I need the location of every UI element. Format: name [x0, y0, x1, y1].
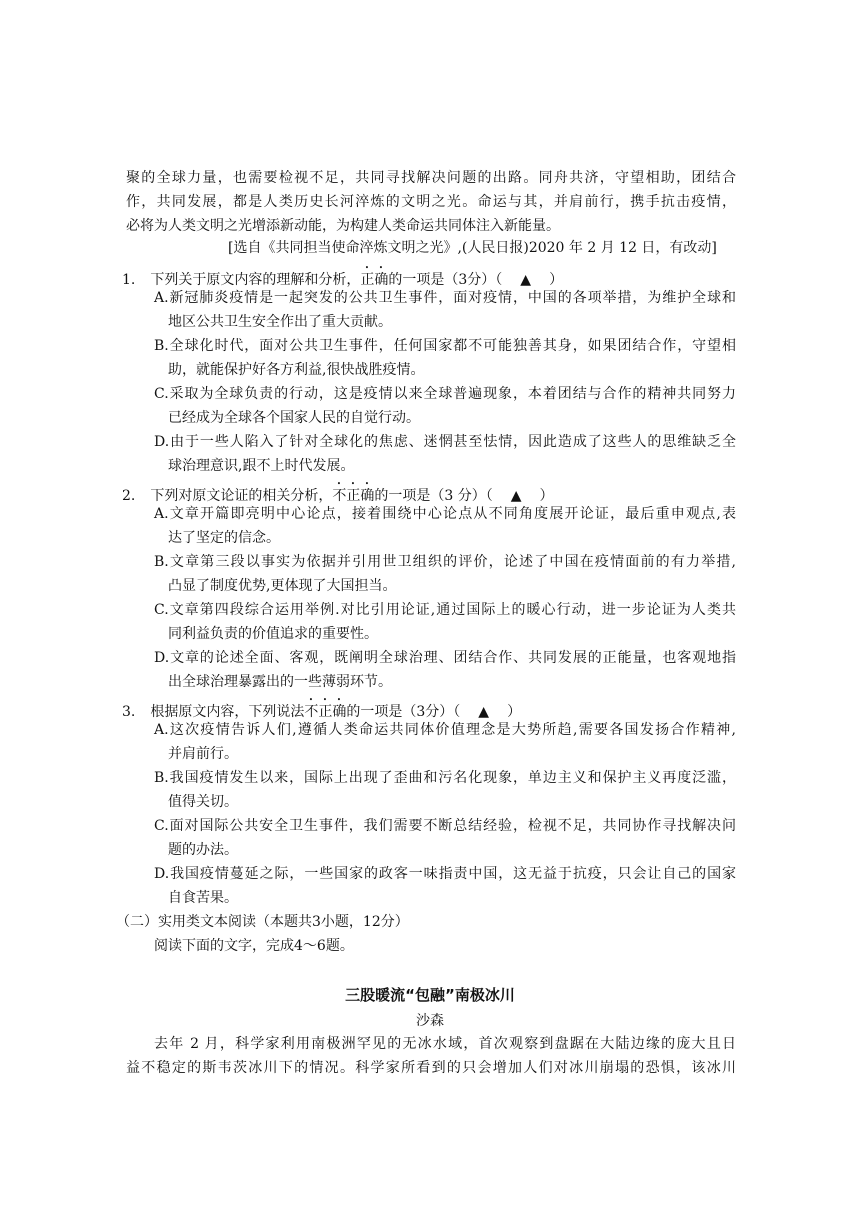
- q1-option-a-line-1: A.新冠肺炎疫情是一起突发的公共卫生事件，面对疫情，中国的各项举措，为维护全球和: [154, 290, 736, 306]
- article-title: 三股暖流“包融”南极冰川: [345, 986, 515, 1004]
- question-1-stem: [122, 264, 563, 290]
- q2-option-d-line-2: 出全球治理暴露出的一些薄弱环节。: [168, 674, 392, 690]
- question-number: 3.: [122, 704, 136, 720]
- q1-option-a-line-2: 地区公共卫生安全作出了重大贡献。: [168, 314, 392, 330]
- stem-close: ）: [539, 488, 554, 504]
- q2-option-b-line-1: B.文章第三段以事实为依据并引用世卫组织的评价，论述了中国在疫情面前的有力举措,: [154, 554, 736, 570]
- q3-option-b-line-2: 值得关切。: [168, 794, 238, 810]
- stem-keyword: 不正确: [304, 704, 347, 720]
- q3-option-d-line-2: 自食苦果。: [168, 890, 238, 906]
- stem-keyword: 正确: [360, 272, 389, 288]
- q3-option-a-line-1: A.这次疫情告诉人们,遵循人类命运共同体价值理念是大势所趋,需要各国发扬合作精神,: [154, 722, 736, 738]
- q3-option-a-line-2: 并肩前行。: [168, 746, 238, 762]
- question-number: 1.: [122, 272, 136, 288]
- article-line-1: 去年 2 月，科学家利用南极洲罕见的无冰水域，首次观察到盘踞在大陆边缘的庞大且日: [154, 1036, 736, 1052]
- stem-keyword: 不正确: [332, 488, 375, 504]
- intro-line-3: 必将为人类文明之光增添新动能，为构建人类命运共同体注入新能量。: [126, 218, 560, 234]
- stem-text-after: 的一项是（3分）（: [388, 272, 503, 288]
- question-number: 2.: [122, 488, 136, 504]
- stem-text: 下列关于原文内容的理解和分析，: [150, 272, 361, 288]
- question-2-stem: [122, 480, 554, 506]
- q1-option-b-line-1: B.全球化时代，面对公共卫生事件，任何国家都不可能独善其身，如果团结合作，守望相: [154, 338, 736, 354]
- q3-option-c-line-1: C.面对国际公共安全卫生事件，我们需要不断总结经验，检视不足，共同协作寻找解决问: [154, 818, 736, 834]
- q2-option-c-line-1: C.文章第四段综合运用举例.对比引用论证,通过国际上的暖心行动，进一步论证为人类共: [154, 602, 736, 618]
- stem-text-after: 的一项是（3 分）（: [374, 488, 493, 504]
- q3-option-c-line-2: 题的办法。: [168, 842, 238, 858]
- stem-close: ）: [507, 704, 522, 720]
- stem-close: ）: [549, 272, 564, 288]
- q2-option-d-line-1: D.文章的论述全面、客观，既阐明全球治理、团结合作、共同发展的正能量，也客观地指: [154, 650, 736, 666]
- q2-option-b-line-2: 凸显了制度优势,更体现了大国担当。: [168, 578, 397, 594]
- answer-triangle-icon: ▲: [478, 704, 490, 720]
- intro-line-1: 聚的全球力量，也需要检视不足，共同寻找解决问题的出路。同舟共济，守望相助，团结合: [126, 170, 736, 186]
- q1-option-d-line-1: D.由于一些人陷入了针对全球化的焦虑、迷惘甚至怯情，因此造成了这些人的思维缺乏全: [154, 434, 736, 450]
- stem-text-after: 的一项是（3分）（: [346, 704, 461, 720]
- article-author: 沙森: [416, 1013, 444, 1029]
- q2-option-c-line-2: 同利益负责的价值追求的重要性。: [168, 626, 378, 642]
- question-3-stem: [122, 696, 521, 722]
- q1-option-c-line-1: C.采取为全球负责的行动，这是疫情以来全球普遍现象，本着团结与合作的精神共同努力: [154, 386, 736, 402]
- intro-line-2: 作，共同发展，都是人类历史长河淬炼的文明之光。命运与其，并肩前行，携手抗击疫情，: [126, 194, 736, 210]
- stem-text: 根据原文内容，下列说法: [150, 704, 305, 720]
- q2-option-a-line-1: A.文章开篇即亮明中心论点，接着围绕中心论点从不同角度展开论证，最后重申观点,表: [154, 506, 736, 522]
- answer-triangle-icon: ▲: [520, 272, 532, 288]
- section-heading: （二）实用类文本阅读（本题共3小题，12分）: [116, 914, 409, 930]
- q1-option-d-line-2: 球治理意识,跟不上时代发展。: [168, 458, 355, 474]
- q3-option-b-line-1: B.我国疫情发生以来，国际上出现了歪曲和污名化现象，单边主义和保护主义再度泛滥，: [154, 770, 736, 786]
- section-instruction: 阅读下面的文字，完成4～6题。: [154, 938, 354, 954]
- q2-option-a-line-2: 达了坚定的信念。: [168, 530, 280, 546]
- q3-option-d-line-1: D.我国疫情蔓延之际，一些国家的政客一味指责中国，这无益于抗疫，只会让自己的国家: [154, 866, 736, 882]
- q1-option-c-line-2: 已经成为全球各个国家人民的自觉行动。: [168, 410, 420, 426]
- q1-option-b-line-2: 助，就能保护好各方利益,很快战胜疫情。: [168, 362, 425, 378]
- article-line-2: 益不稳定的斯韦茨冰川下的情况。科学家所看到的只会增加人们对冰川崩塌的恐惧，该冰川: [126, 1060, 736, 1076]
- stem-text: 下列对原文论证的相关分析，: [150, 488, 333, 504]
- source-citation: [选自《共同担当使命淬炼文明之光》,(人民日报)2020 年 2 月 12 日，有改动]: [228, 240, 717, 256]
- answer-triangle-icon: ▲: [510, 488, 522, 504]
